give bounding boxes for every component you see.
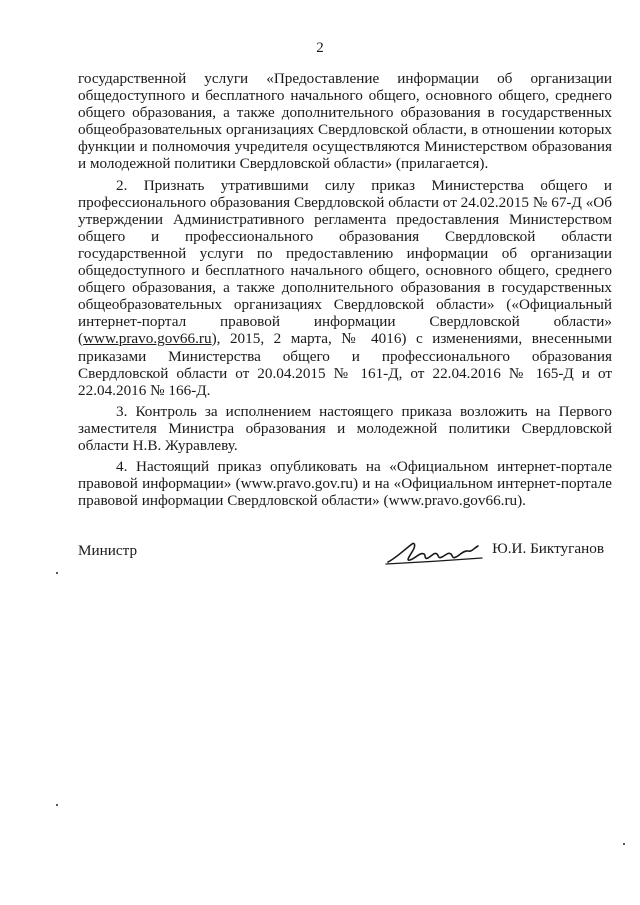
paragraph-item-2-text-start: 2. Признать утратившими силу приказ Министерства общего и профессионального образования Свердловской области от 24.02.2015 № 67-Д «Об утверждении Административного регламента предоставления Министерством общего и профессионального образования Свердловской области государственной услуги по предоставлению информации об организации общедоступного и бесплатного начального общего, основного общего, среднего общего образования, а также дополнительного образования в государственных общеобразовательных организациях Свердловской области» («Официальный интернет-портал правовой информации Свердловской области» ( bbox=[78, 176, 612, 348]
scan-speck bbox=[56, 804, 58, 806]
document-body bbox=[78, 70, 612, 513]
paragraph-item-2-text-end: ), 2015, 2 марта, № 4016) с изменениями, внесенными приказами Министерства общего и профессионального образования Свердловской области от 20.04.2015 № 161-Д, от 22.04.2016 № 165-Д и от 22.04.2016 № 166-Д. bbox=[78, 330, 612, 399]
pravo-gov66-link[interactable]: www.pravo.gov66.ru bbox=[83, 330, 212, 348]
paragraph-item-3: 3. Контроль за исполнением настоящего приказа возложить на Первого заместителя Министра образования и молодежной политики Свердловской области Н.В. Журавлеву. bbox=[78, 402, 612, 454]
page-number: 2 bbox=[316, 40, 324, 56]
signature-block bbox=[78, 536, 612, 576]
paragraph-continuation: государственной услуги «Предоставление информации об организации общедоступного и бесплатного начального общего, основного общего, среднего общего образования, а также дополнительного образования в государственных общеобразовательных организациях Свердловской области, в отношении которых функции и полномочия учредителя осуществляются Министерством образования и молодежной политики Свердловской области» (прилагается). bbox=[78, 70, 612, 173]
signer-name: Ю.И. Биктуганов bbox=[492, 540, 604, 557]
paragraph-item-4: 4. Настоящий приказ опубликовать на «Официальном интернет-портале правовой информации» (www.pravo.gov.ru) и на «Официальном интернет-портале правовой информации Свердловской области» (www.pravo.gov66.ru). bbox=[78, 458, 612, 510]
signer-position: Министр bbox=[78, 542, 138, 559]
paragraph-item-2 bbox=[78, 177, 612, 399]
handwritten-signature bbox=[382, 536, 492, 568]
scan-speck bbox=[56, 572, 58, 574]
scan-speck bbox=[623, 843, 625, 845]
